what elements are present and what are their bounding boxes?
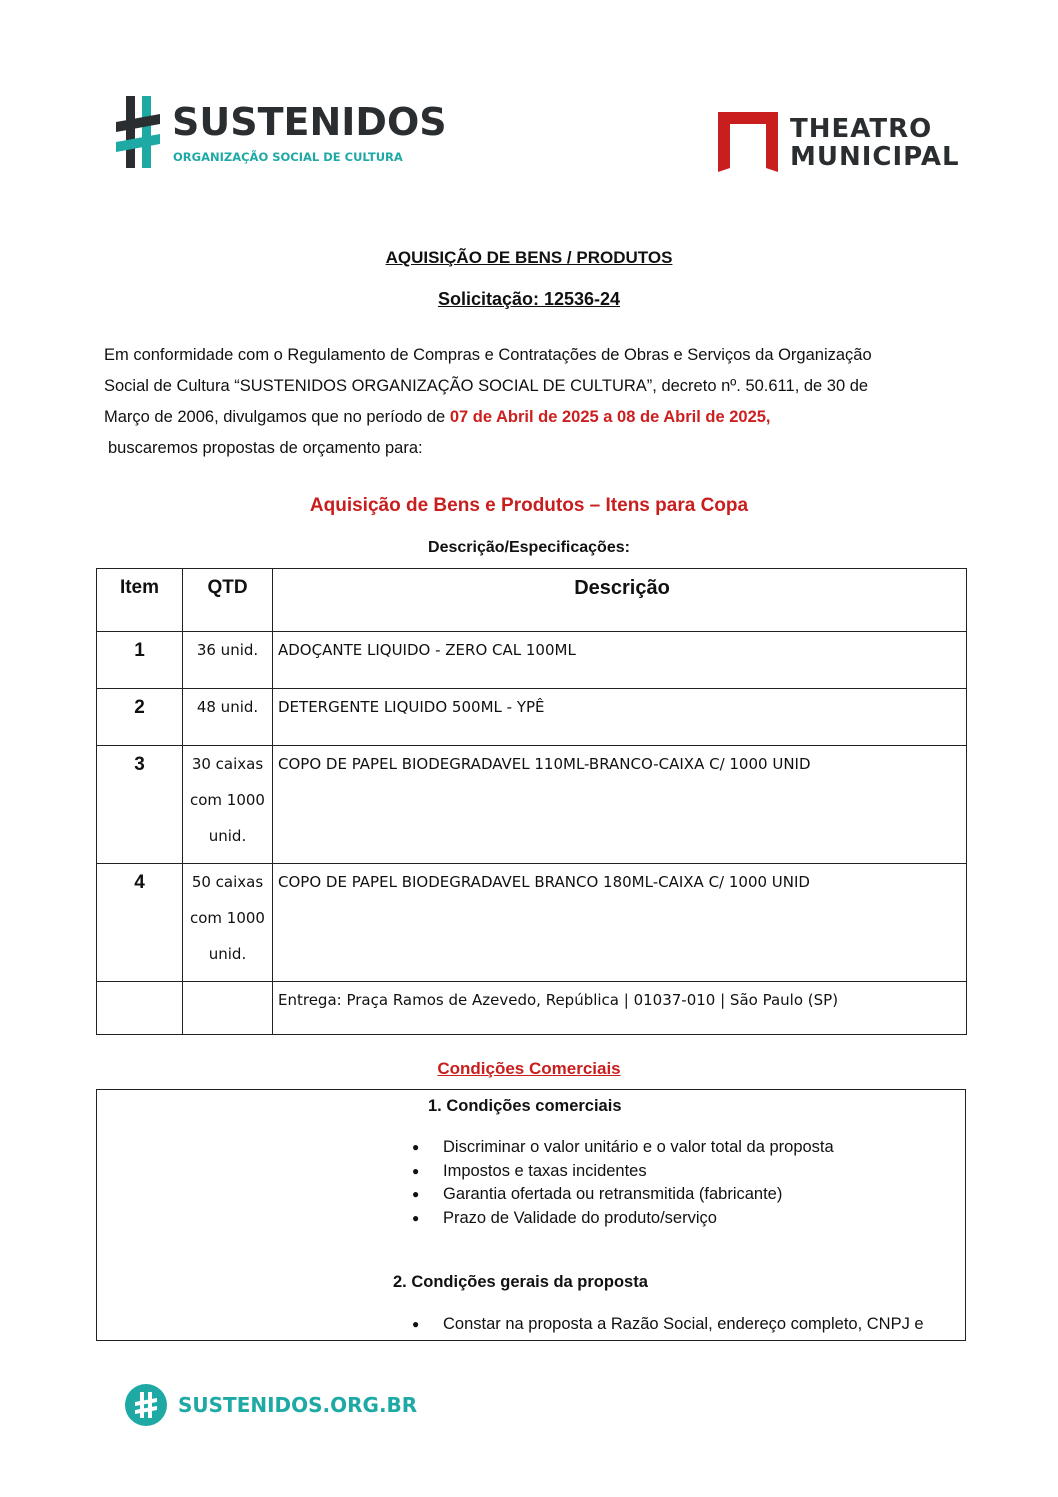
- table-row: [97, 864, 967, 982]
- conditions-list-1: [412, 1136, 834, 1230]
- row-descricao: DETERGENTE LIQUIDO 500ML - YPÊ: [273, 689, 967, 746]
- section-title: Aquisição de Bens e Produtos – Itens para Copa: [309, 495, 749, 516]
- row-item: 3: [134, 754, 145, 775]
- intro-period: 07 de Abril de 2025 a 08 de Abril de 2025,: [449, 408, 771, 426]
- intro-line-1: Em conformidade com o Regulamento de Compras e Contratações de Obras e Serviços da Organização: [104, 346, 872, 364]
- row-qtd-line: 30 caixas: [191, 755, 264, 773]
- header-qtd: QTD: [183, 569, 273, 632]
- row-descricao: COPO DE PAPEL BIODEGRADAVEL BRANCO 180ML-CAIXA C/ 1000 UNID: [273, 864, 967, 982]
- row-qtd-line: unid.: [208, 945, 247, 963]
- list-item: ● Discriminar o valor unitário e o valor total da proposta: [412, 1136, 834, 1160]
- solicitacao-number: Solicitação: 12536-24: [437, 289, 621, 309]
- theatro-municipal-logo: [716, 108, 960, 176]
- header-item: Item: [97, 569, 183, 632]
- list-item: ● Constar na proposta a Razão Social, endereço completo, CNPJ e: [412, 1313, 924, 1337]
- intro-line-3-start: Março de 2006, divulgamos que no período de: [104, 408, 450, 426]
- footer-hash-icon: [124, 1383, 168, 1427]
- row-item: 1: [134, 640, 145, 661]
- table-row: [97, 632, 967, 689]
- theatro-arch-icon: [716, 110, 780, 174]
- row-qtd-line: unid.: [208, 827, 247, 845]
- row-descricao: ADOÇANTE LIQUIDO - ZERO CAL 100ML: [273, 632, 967, 689]
- document-title: AQUISIÇÃO DE BENS / PRODUTOS: [385, 248, 673, 267]
- table-row-entrega: [97, 982, 967, 1035]
- list-item: ● Impostos e taxas incidentes: [412, 1160, 834, 1184]
- description-label: Descrição/Especificações:: [428, 539, 630, 556]
- conditions-section-2: 2. Condições gerais da proposta: [393, 1273, 648, 1291]
- conditions-title: Condições Comerciais: [437, 1059, 621, 1078]
- sustenidos-logo-name: SUSTENIDOS: [172, 100, 447, 144]
- list-item: ● Prazo de Validade do produto/serviço: [412, 1207, 834, 1231]
- entrega-address: Entrega: Praça Ramos de Azevedo, República | 01037-010 | São Paulo (SP): [273, 982, 967, 1035]
- sustenidos-logo: [116, 92, 447, 172]
- row-qtd: 36 unid.: [196, 641, 259, 659]
- items-table: [96, 568, 967, 1035]
- row-item: 4: [134, 872, 145, 893]
- list-item: ● Garantia ofertada ou retransmitida (fabricante): [412, 1183, 834, 1207]
- table-row: [97, 689, 967, 746]
- intro-paragraph: [104, 340, 964, 464]
- row-qtd-line: 50 caixas: [191, 873, 264, 891]
- row-qtd-line: com 1000: [190, 909, 265, 927]
- theatro-logo-line2: MUNICIPAL: [790, 142, 960, 172]
- row-item: 2: [134, 697, 145, 718]
- sustenidos-logo-tagline: ORGANIZAÇÃO SOCIAL DE CULTURA: [173, 150, 403, 164]
- intro-line-3: [104, 402, 964, 433]
- intro-line-2: Social de Cultura “SUSTENIDOS ORGANIZAÇÃO SOCIAL DE CULTURA”, decreto nº. 50.611, de 30 de: [104, 377, 869, 395]
- row-descricao: COPO DE PAPEL BIODEGRADAVEL 110ML-BRANCO-CAIXA C/ 1000 UNID: [273, 746, 967, 864]
- table-row: [97, 746, 967, 864]
- row-qtd: 48 unid.: [196, 698, 259, 716]
- footer-logo: [124, 1383, 418, 1427]
- row-qtd-line: com 1000: [190, 791, 265, 809]
- conditions-list-2: [412, 1313, 924, 1337]
- intro-line-4: buscaremos propostas de orçamento para:: [108, 439, 423, 457]
- footer-url: SUSTENIDOS.ORG.BR: [178, 1393, 418, 1417]
- theatro-logo-line1: THEATRO: [790, 114, 933, 144]
- table-header-row: [97, 569, 967, 632]
- conditions-section-1: 1. Condições comerciais: [428, 1097, 622, 1115]
- header-descricao: Descrição: [273, 569, 967, 632]
